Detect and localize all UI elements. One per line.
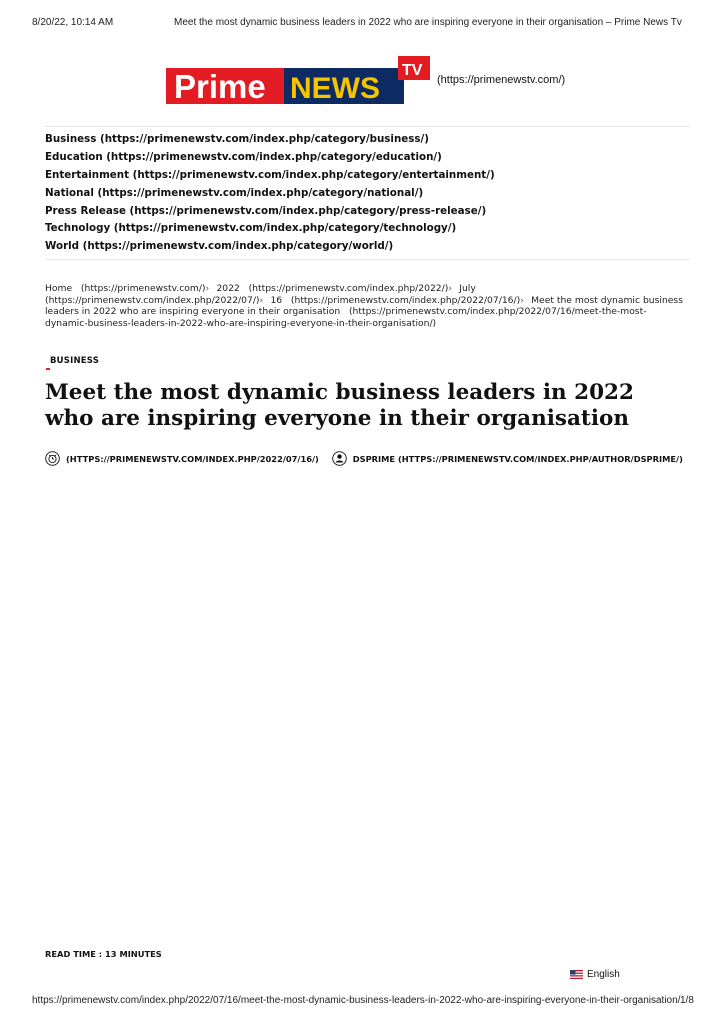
breadcrumb-day[interactable]: 16 bbox=[270, 294, 283, 306]
chevron-right-icon: › bbox=[448, 283, 453, 294]
us-flag-icon bbox=[570, 970, 583, 979]
user-icon bbox=[332, 451, 347, 466]
nav-item-press-release[interactable]: Press Release (https://primenewstv.com/index.php/category/press-release/) bbox=[45, 204, 487, 217]
article-title: Meet the most dynamic business leaders in 2022 who are inspiring everyone in their organisation bbox=[45, 380, 634, 431]
breadcrumb-year-url[interactable]: (https://primenewstv.com/index.php/2022/) bbox=[248, 283, 449, 294]
language-label[interactable]: English bbox=[587, 969, 620, 980]
print-page-number: 1/8 bbox=[680, 995, 694, 1006]
breadcrumb-day-url[interactable]: (https://primenewstv.com/index.php/2022/07/16/) bbox=[290, 294, 521, 306]
logo-badge-tv: TV bbox=[402, 62, 423, 79]
breadcrumb-year[interactable]: 2022 bbox=[216, 283, 240, 294]
print-footer-url: https://primenewstv.com/index.php/2022/07/16/meet-the-most-dynamic-business-leaders-in-2022-who-are-inspiring-everyone-in-their-organisation/ bbox=[32, 995, 681, 1006]
site-logo[interactable] bbox=[166, 56, 430, 106]
clock-icon bbox=[45, 451, 60, 466]
category-accent-mark bbox=[46, 368, 50, 370]
nav-item-business[interactable]: Business (https://primenewstv.com/index.php/category/business/) bbox=[45, 133, 429, 145]
breadcrumb-month-url[interactable]: (https://primenewstv.com/index.php/2022/07/) bbox=[45, 294, 260, 306]
logo-word-news: NEWS bbox=[290, 72, 380, 105]
breadcrumb bbox=[45, 283, 685, 329]
nav-item-world[interactable]: World (https://primenewstv.com/index.php/category/world/) bbox=[45, 240, 394, 253]
breadcrumb-current[interactable]: Meet the most dynamic business leaders in 2022 who are inspiring everyone in their organisation bbox=[45, 294, 683, 317]
chevron-right-icon: › bbox=[205, 283, 210, 294]
breadcrumb-home[interactable]: Home bbox=[45, 283, 73, 294]
nav-item-education[interactable]: Education (https://primenewstv.com/index.php/category/education/) bbox=[45, 150, 442, 163]
breadcrumb-current-url[interactable]: (https://primenewstv.com/index.php/2022/07/16/meet-the-most-dynamic-business-leaders-in-2022-who-are-inspiring-everyone-in-their-organisation/) bbox=[45, 306, 647, 329]
breadcrumb-month[interactable]: July bbox=[459, 283, 476, 294]
breadcrumb-home-url[interactable]: (https://primenewstv.com/) bbox=[80, 283, 206, 294]
meta-date[interactable] bbox=[45, 451, 319, 466]
chevron-right-icon: › bbox=[259, 294, 264, 306]
language-selector[interactable] bbox=[570, 969, 620, 980]
prime-news-tv-logo bbox=[166, 56, 430, 106]
logo-link-text[interactable]: (https://primenewstv.com/) bbox=[437, 74, 566, 86]
category-tag[interactable]: BUSINESS bbox=[50, 356, 100, 366]
meta-author[interactable] bbox=[332, 451, 683, 466]
print-page-title: Meet the most dynamic business leaders in 2022 who are inspiring everyone in their organisation – Prime News Tv bbox=[174, 17, 682, 28]
chevron-right-icon: › bbox=[520, 294, 524, 306]
read-time: READ TIME : 13 MINUTES bbox=[45, 949, 162, 959]
print-datetime: 8/20/22, 10:14 AM bbox=[32, 17, 114, 28]
article-meta bbox=[45, 451, 693, 468]
category-nav bbox=[45, 126, 690, 260]
meta-date-link[interactable]: (HTTPS://PRIMENEWSTV.COM/INDEX.PHP/2022/07/16/) bbox=[66, 453, 319, 464]
nav-item-technology[interactable]: Technology (https://primenewstv.com/index.php/category/technology/) bbox=[45, 222, 457, 235]
logo-word-prime: Prime bbox=[174, 68, 266, 105]
meta-author-link[interactable]: DSPRIME (HTTPS://PRIMENEWSTV.COM/INDEX.PHP/AUTHOR/DSPRIME/) bbox=[352, 453, 683, 464]
nav-item-entertainment[interactable]: Entertainment (https://primenewstv.com/index.php/category/entertainment/) bbox=[45, 168, 495, 181]
nav-item-national[interactable]: National (https://primenewstv.com/index.php/category/national/) bbox=[45, 186, 424, 199]
